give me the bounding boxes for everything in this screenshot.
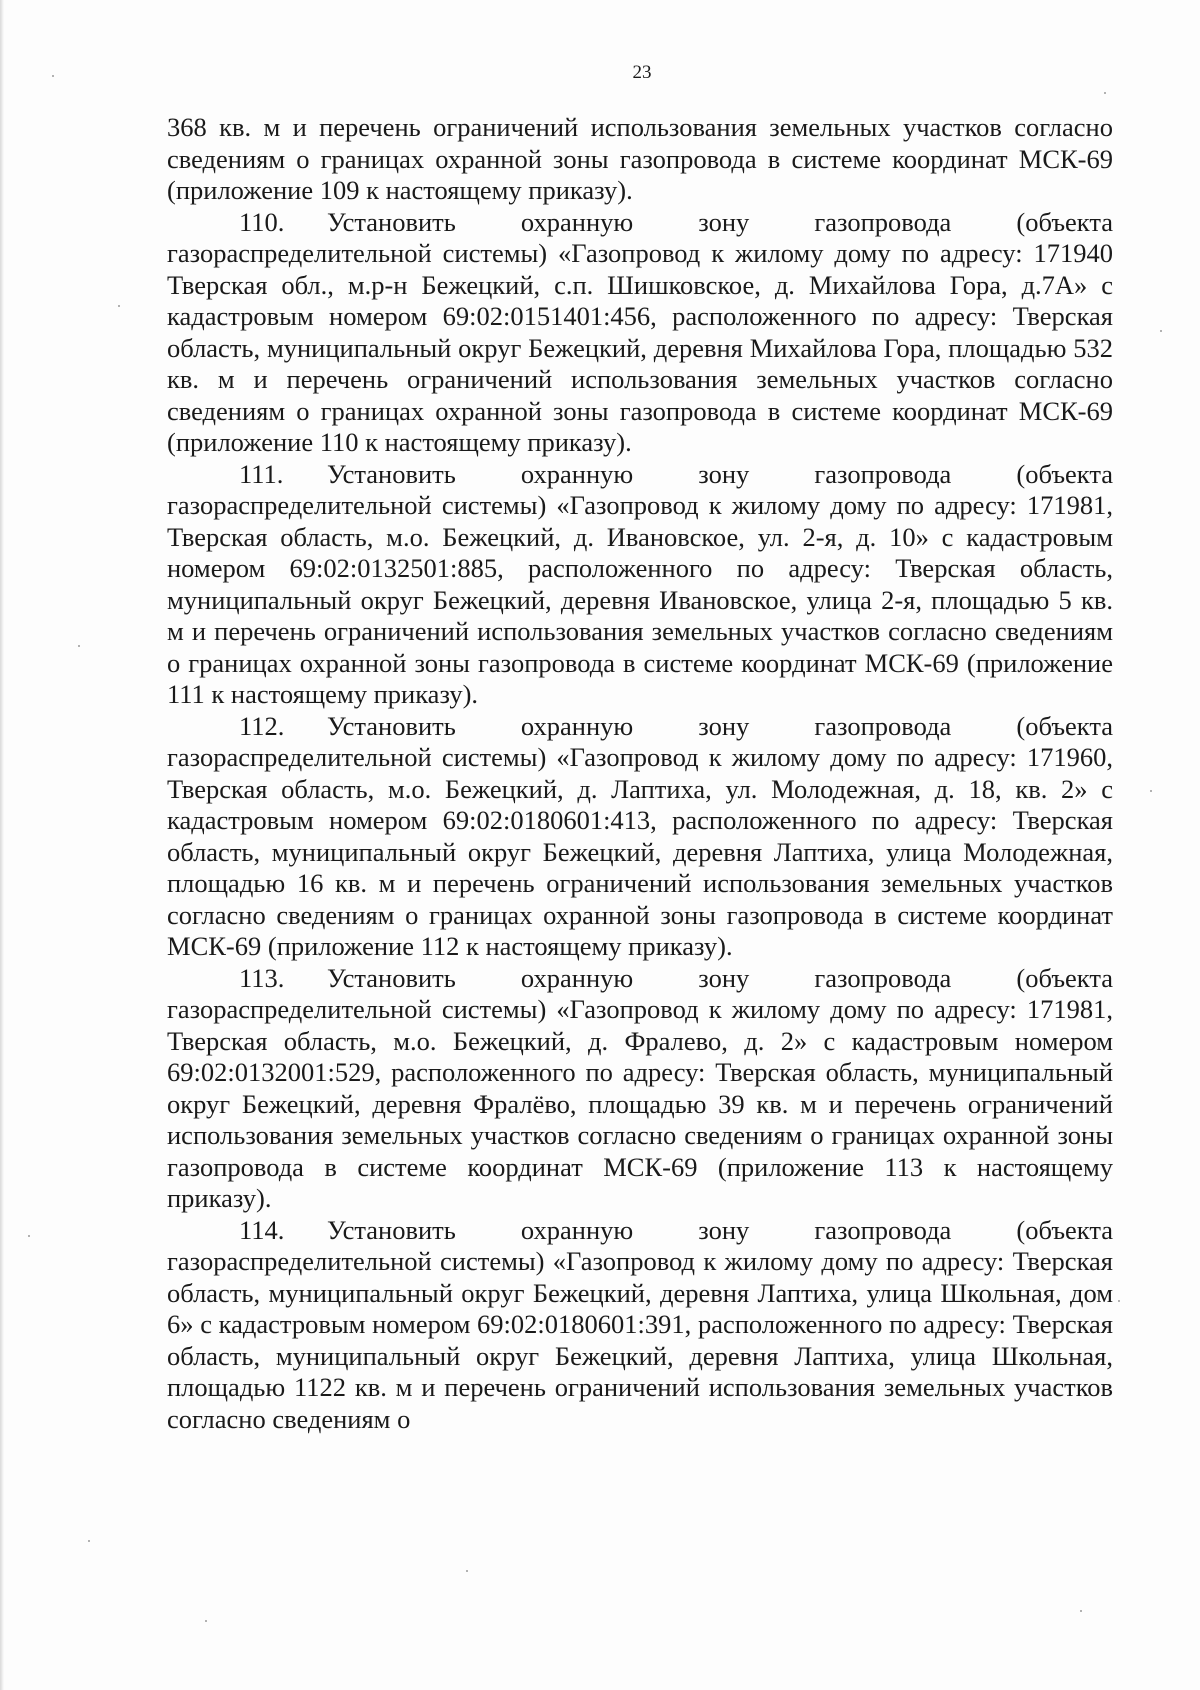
paragraph-number: 112.	[239, 710, 285, 741]
scan-speck	[52, 75, 54, 77]
paragraph-item-112	[167, 711, 1113, 963]
paragraph-item-113	[167, 963, 1113, 1215]
paragraph-text: Установить охранную зону газопровода (объекта газораспределительной системы) «Газопровод к жилому дому по адресу: 171960, Тверская область, м.о. Бежецкий, д. Лаптиха, ул. Молодежная, д. 18, кв. 2» с кадастровым номером 69:02:0180601:413, расположенного по адресу: Тверская область, муниципальный округ Бежецкий, деревня Лаптиха, улица Молодежная, площадью 16 кв. м и перечень ограничений использования земельных участков согласно сведениям о границах охранной зоны газопровода в системе координат МСК-69 (приложение 112 к настоящему приказу).	[167, 710, 1113, 961]
paragraph-number: 110.	[239, 206, 285, 237]
paragraph-number: 111.	[239, 458, 284, 489]
paragraph-item-114	[167, 1215, 1113, 1436]
paragraph-text: Установить охранную зону газопровода (объекта газораспределительной системы) «Газопровод к жилому дому по адресу: 171981, Тверская область, м.о. Бежецкий, д. Ивановское, ул. 2-я, д. 10» с кадастровым номером 69:02:0132501:885, расположенного по адресу: Тверская область, муниципальный округ Бежецкий, деревня Ивановское, улица 2-я, площадью 5 кв. м и перечень ограничений использования земельных участков согласно сведениям о границах охранной зоны газопровода в системе координат МСК-69 (приложение 111 к настоящему приказу).	[167, 458, 1113, 709]
paragraph-text: Установить охранную зону газопровода (объекта газораспределительной системы) «Газопровод к жилому дому по адресу: 171940 Тверская обл., м.р-н Бежецкий, с.п. Шишковское, д. Михайлова Гора, д.7А» с кадастровым номером 69:02:0151401:456, расположенного по адресу: Тверская область, муниципальный округ Бежецкий, деревня Михайлова Гора, площадью 532 кв. м и перечень ограничений использования земельных участков согласно сведениям о границах охранной зоны газопровода в системе координат МСК-69 (приложение 110 к настоящему приказу).	[167, 206, 1113, 457]
scan-speck	[1080, 1610, 1082, 1612]
paragraph-number: 114.	[239, 1214, 285, 1245]
paragraph-text: 368 кв. м и перечень ограничений использования земельных участков согласно сведениям о границах охранной зоны газопровода в системе координат МСК-69 (приложение 109 к настоящему приказу).	[167, 112, 1113, 205]
scan-speck	[205, 1620, 207, 1622]
scan-speck	[1150, 790, 1152, 792]
paragraph-continuation	[167, 112, 1113, 207]
scan-speck	[1160, 330, 1162, 332]
paragraph-number: 113.	[239, 962, 285, 993]
paragraph-text: Установить охранную зону газопровода (объекта газораспределительной системы) «Газопровод к жилому дому по адресу: 171981, Тверская область, м.о. Бежецкий, д. Фралево, д. 2» с кадастровым номером 69:02:0132001:529, расположенного по адресу: Тверская область, муниципальный округ Бежецкий, деревня Фралёво, площадью 39 кв. м и перечень ограничений использования земельных участков согласно сведениям о границах охранной зоны газопровода в системе координат МСК-69 (приложение 113 к настоящему приказу).	[167, 962, 1113, 1213]
scan-speck	[78, 645, 80, 647]
paragraph-item-111	[167, 459, 1113, 711]
paragraph-item-110	[167, 207, 1113, 459]
document-body	[167, 112, 1113, 1435]
scan-speck	[1118, 1300, 1120, 1302]
scan-speck	[28, 1235, 30, 1237]
scan-edge-shadow	[0, 0, 4, 1690]
scan-speck	[466, 1570, 468, 1572]
scan-speck	[118, 305, 120, 307]
scan-speck	[1104, 92, 1106, 94]
paragraph-text: Установить охранную зону газопровода (объекта газораспределительной системы) «Газопровод к жилому дому по адресу: Тверская область, муниципальный округ Бежецкий, деревня Лаптиха, улица Школьная, дом 6» с кадастровым номером 69:02:0180601:391, расположенного по адресу: Тверская область, муниципальный округ Бежецкий, деревня Лаптиха, улица Школьная, площадью 1122 кв. м и перечень ограничений использования земельных участков согласно сведениям о	[167, 1214, 1113, 1434]
page-number: 23	[632, 62, 652, 83]
scan-speck	[88, 1540, 90, 1542]
